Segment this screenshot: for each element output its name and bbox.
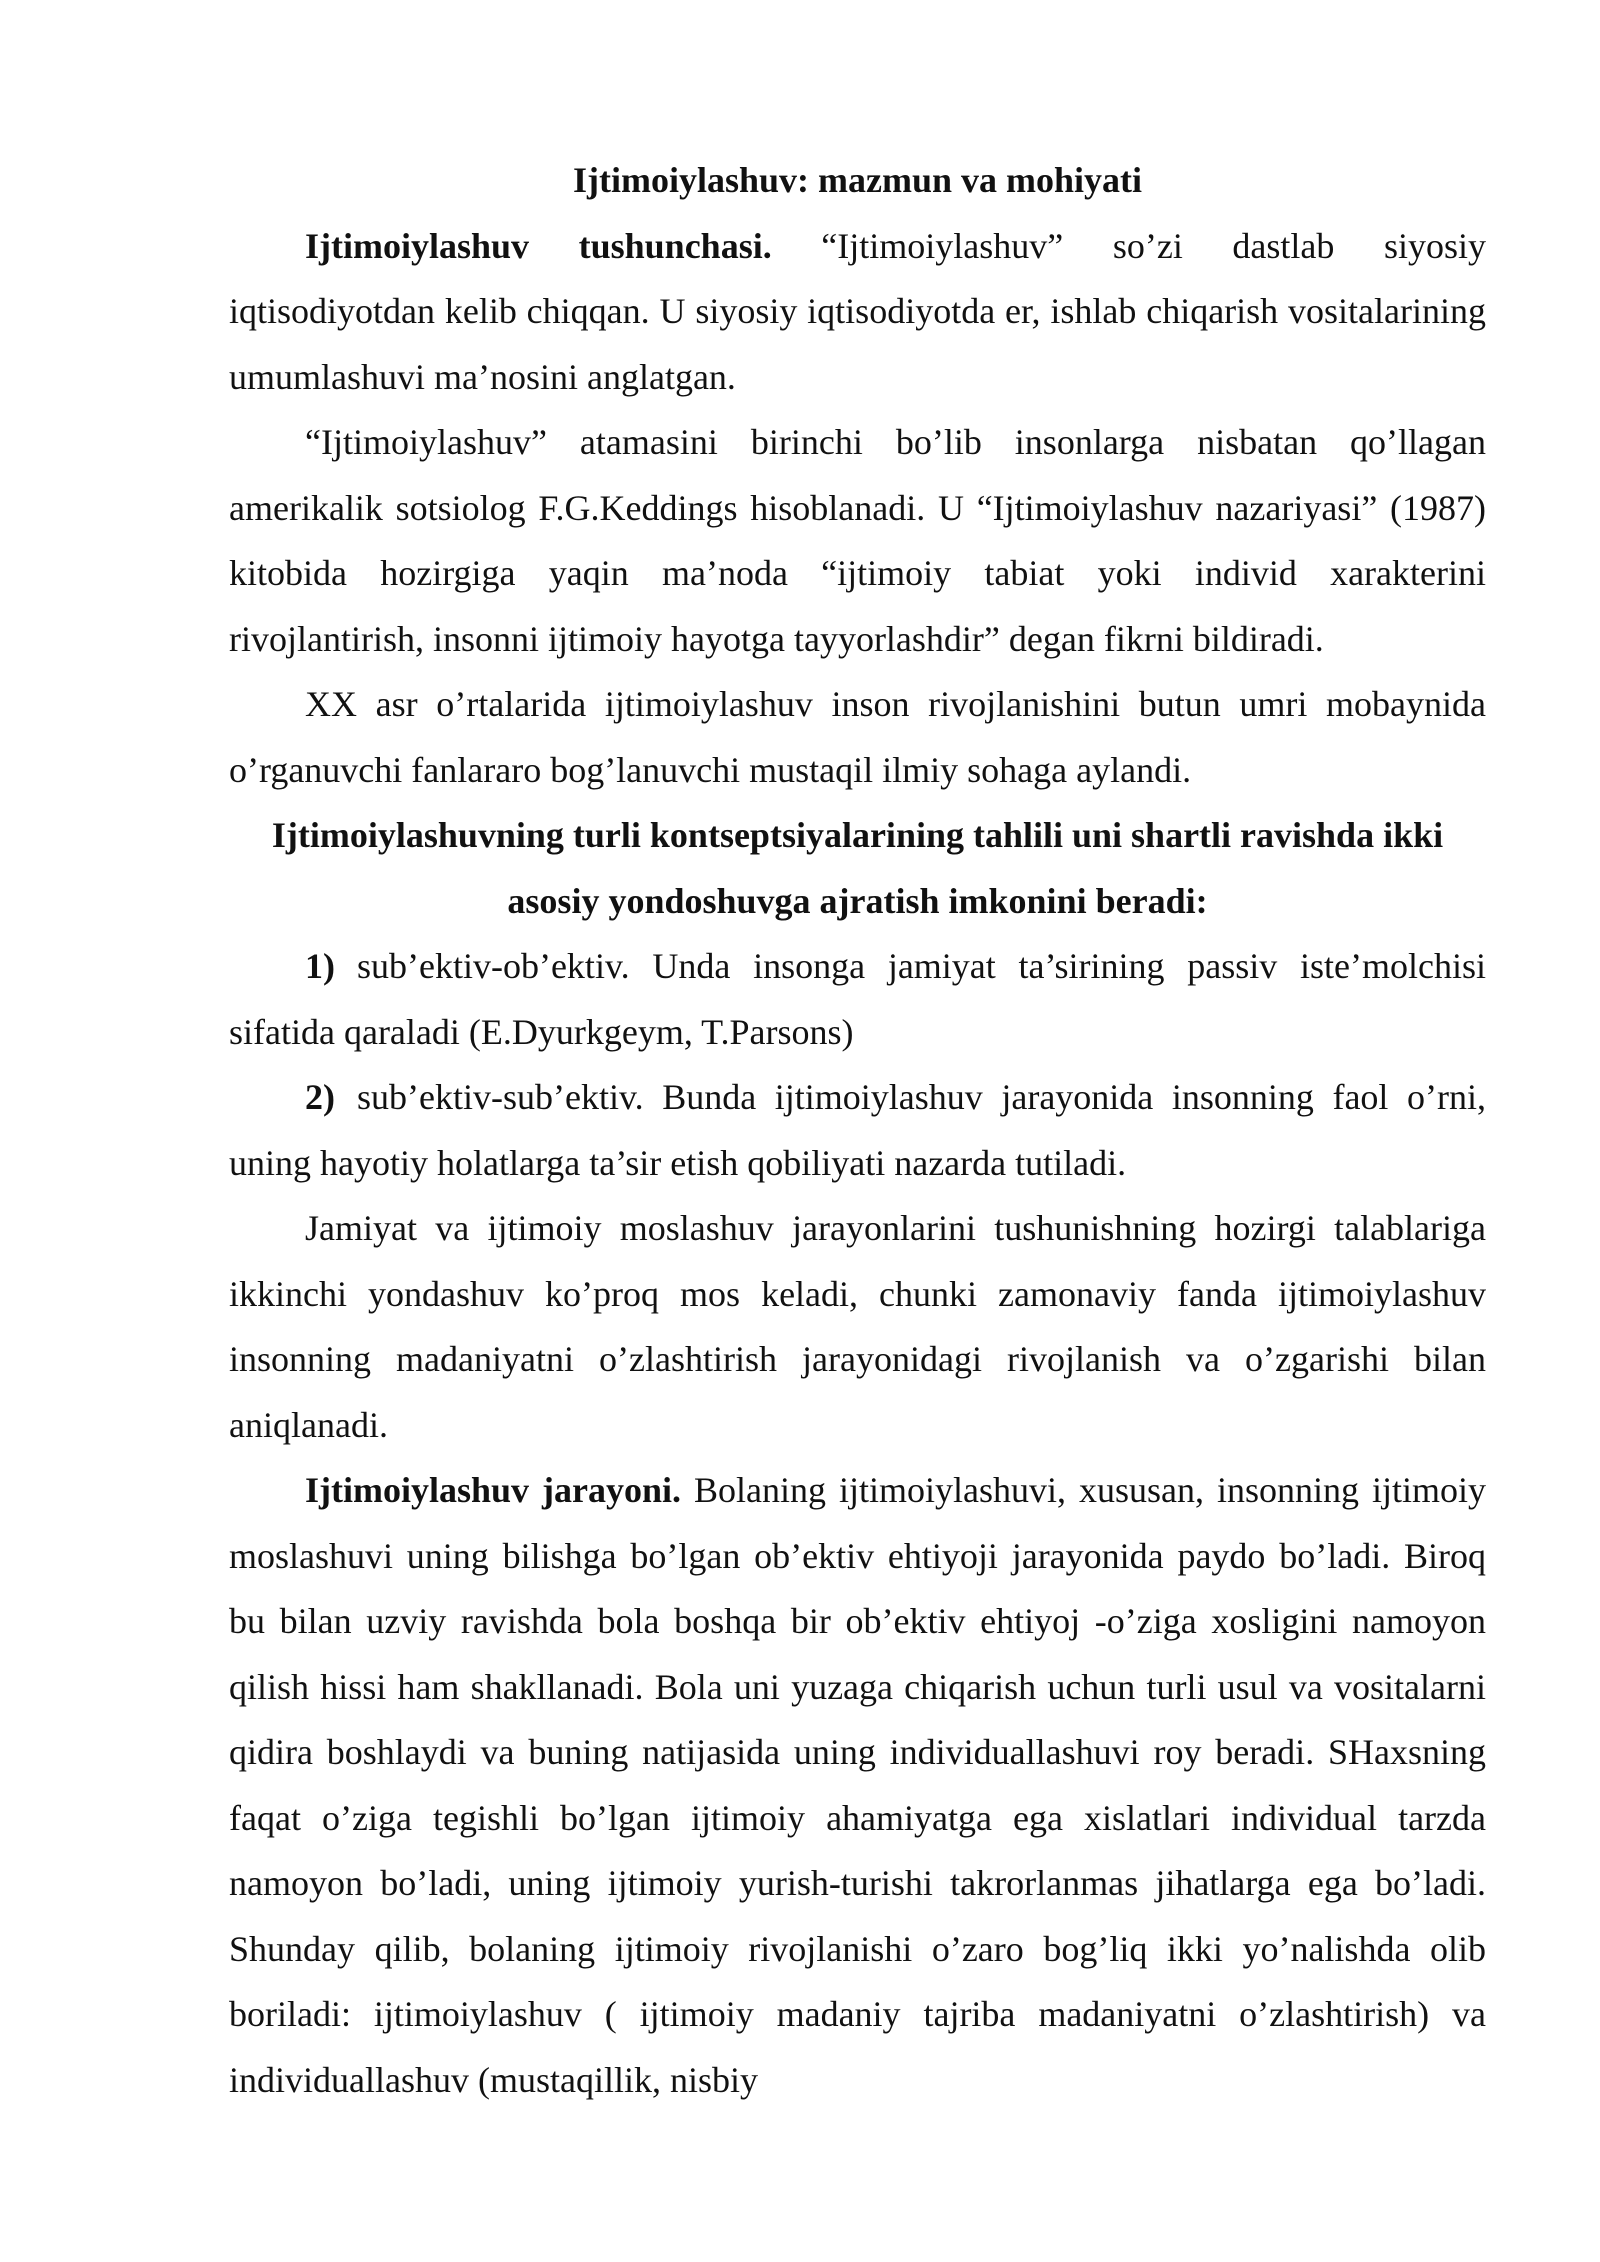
paragraph-concept [229,214,1486,411]
paragraph-keddings: “Ijtimoiylashuv” atamasini birinchi bo’lib insonlarga nisbatan qo’llagan amerikalik sotsiolog F.G.Keddings hisoblanadi. U “Ijtimoiylashuv nazariyasi” (1987) kitobida hozirgiga yaqin ma’noda “ijtimoiy tabiat yoki individ xarakterini rivojlantirish, insonni ijtimoiy hayotga tayyorlashdir” degan fikrni bildiradi. [229,422,1486,659]
paragraph-lead: Ijtimoiylashuv jarayoni. [305,1470,682,1510]
list-item [229,1065,1486,1196]
paragraph-lead: Ijtimoiylashuv tushunchasi. [305,225,772,266]
list-item-number: 2) [305,1077,335,1117]
paragraph-process [229,1458,1486,2113]
paragraph-text: Bolaning ijtimoiylashuvi, xususan, insonning ijtimoiy moslashuvi uning bilishga bo’lgan ob’ektiv ehtiyoji jarayonida paydo bo’ladi. Biroq bu bilan uzviy ravishda bola boshqa bir ob’ektiv ehtiyoj -o’ziga xosligini namoyon qilish hissi ham shakllanadi. Bola uni yuzaga chiqarish uchun turli usul va vositalarni qidira boshlaydi va buning natijasida uning individuallashuvi roy beradi. SHaxsning faqat o’ziga tegishli bo’lgan ijtimoiy ahamiyatga ega xislatlari individual tarzda namoyon bo’ladi, uning ijtimoiy yurish-turishi takrorlanmas jihatlarga ega bo’ladi. Shunday qilib, bolaning ijtimoiy rivojlanishi o’zaro bog’liq ikki yo’nalishda olib boriladi: ijtimoiylashuv ( ijtimoiy madaniy tajriba madaniyatni o’zlashtirish) va individuallashuv (mustaqillik, nisbiy [229,1470,1486,2100]
paragraph-text: “Ijtimoiylashuv” so’zi dastlab siyosiy iqtisodiyotdan kelib chiqqan. U siyosiy iqtisodiyotda er, ishlab chiqarish vositalarining umumlashuvi ma’nosini anglatgan. [229,225,1486,397]
document-page [229,148,1486,2113]
paragraph-xx-century: XX asr o’rtalarida ijtimoiylashuv inson rivojlanishini butun umri mobaynida o’rganuvchi fanlararo bog’lanuvchi mustaqil ilmiy sohaga aylandi. [229,684,1486,790]
paragraph-society: Jamiyat va ijtimoiy moslashuv jarayonlarini tushunishning hozirgi talablariga ikkinchi yondashuv ko’proq mos keladi, chunki zamonaviy fanda ijtimoiylashuv insonning madaniyatni o’zlashtirish jarayonidagi rivojlanish va o’zgarishi bilan aniqlanadi. [229,1208,1486,1445]
section-subheading: Ijtimoiylashuvning turli kontseptsiyalarining tahlili uni shartli ravishda ikki asosiy yondoshuvga ajratish imkonini beradi: [271,815,1444,921]
document-title: Ijtimoiylashuv: mazmun va mohiyati [572,160,1143,200]
list-item-text: sub’ektiv-ob’ektiv. Unda insonga jamiyat ta’sirining passiv iste’molchisi sifatida qaraladi (E.Dyurkgeym, T.Parsons) [229,946,1486,1052]
list-item-number: 1) [305,946,335,986]
list-item-text: sub’ektiv-sub’ektiv. Bunda ijtimoiylashuv jarayonida insonning faol o’rni, uning hayotiy holatlarga ta’sir etish qobiliyati nazarda tutiladi. [229,1077,1486,1183]
list-item [229,934,1486,1065]
